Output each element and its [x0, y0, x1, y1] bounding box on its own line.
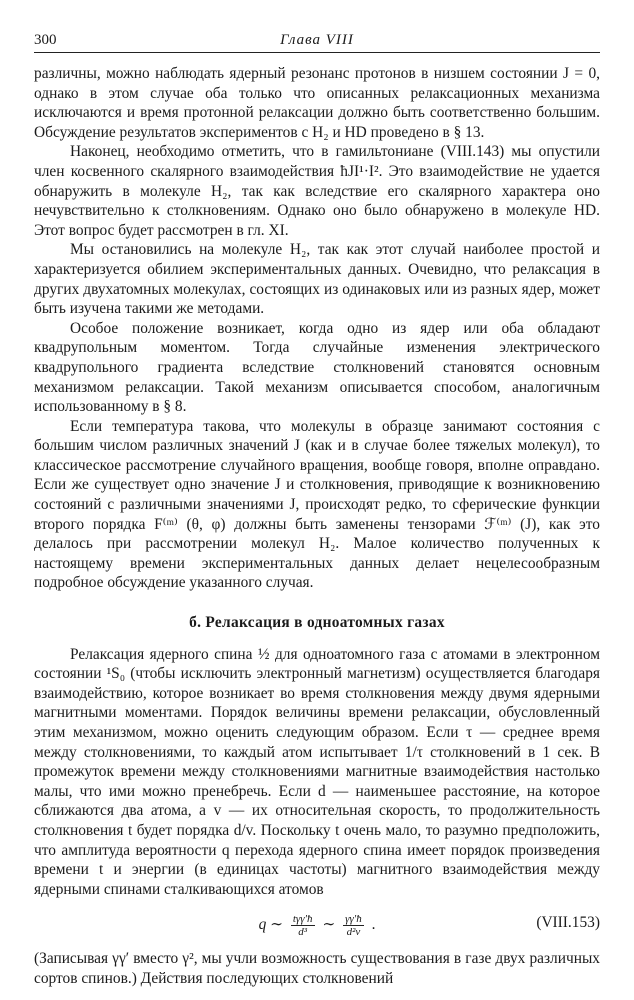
equation-lhs: q ∼ — [258, 916, 284, 934]
fraction-2-denominator: d²v — [346, 926, 361, 939]
equation-fraction-1 — [291, 913, 315, 938]
equation-sim: ∼ — [322, 916, 336, 934]
page-header — [34, 30, 600, 54]
equation-formula — [34, 913, 600, 938]
section-paragraph: Релаксация ядерного спина ½ для одноатомного газа с атомами в электронном состоянии ¹S₀ (чтобы исключить электронный магнетизм) осуществляется благодаря взаимодействию, которое возникает во время столкновения между двумя ядерными магнитными моментами. Порядок величины времени релаксации, обусловленный этим механизмом, можно оценить следующим образом. Если τ — среднее время между столкновениями, то каждый атом испытывает 1/τ столкновений в 1 сек. В промежуток времени между столкновениями магнитные взаимодействия настолько малы, что ими можно пренебречь. Если d — наименьшее расстояние, на которое сближаются два атома, а v — их относительная скорость, то продолжительность столкновения t будет порядка d/v. Поскольку t очень мало, то разумно предположить, что амплитуда вероятности q перехода ядерного спина имеет порядок произведения времени t и энергии (в единицах частоты) магнитного взаимодействия между ядерными спинами сталкивающихся атомов — [34, 645, 600, 898]
paragraph-3: Мы остановились на молекуле H₂, так как этот случай наиболее простой и характеризуется обилием экспериментальных данных. Очевидно, что релаксация в других двухатомных молекулах, состоящих из одинаковых или из разных ядер, может быть изучена такими же методами. — [34, 241, 600, 318]
page-number: 300 — [34, 32, 57, 48]
equation-number: (VIII.153) — [536, 914, 600, 932]
equation-viii-153 — [34, 903, 600, 943]
header-rule — [34, 52, 600, 53]
paragraph-4: Особое положение возникает, когда одно из ядер или оба обладают квадрупольным моментом. Тогда случайные изменения электрического квадрупольного градиента вследствие столкновений становятся основным механизмом релаксации. Такой механизм описывается способом, аналогичным использованному в § 8. — [34, 319, 600, 416]
section-heading: б. Релаксация в одноатомных газах — [189, 614, 445, 632]
paragraph-1: различны, можно наблюдать ядерный резонанс протонов в низшем состоянии J = 0, однако в этом случае оба только что описанных релаксационных механизма исключаются и время протонной релаксации должно быть соответственно большим. Обсуждение результатов экспериментов с H₂ и HD проведено в § 13. — [34, 65, 600, 141]
running-title: Глава VIII — [280, 32, 354, 48]
fraction-2-numerator: γγ′ħ — [345, 913, 362, 926]
equation-tail: . — [371, 916, 376, 934]
paragraph-2: Наконец, необходимо отметить, что в гамильтониане (VIII.143) мы опустили член косвенного скалярного взаимодействия ħJI¹·I². Это взаимодействие не удается обнаружить в молекуле H₂, так как вследствие его скалярного характера оно нечувствительно к столкновениям. Однако оно было обнаружено в молекуле HD. Этот вопрос будет рассмотрен в гл. XI. — [34, 143, 600, 239]
final-paragraph: (Записывая γγ′ вместо γ², мы учли возможность существования в газе двух различных сортов спинов.) Действия последующих столкновений — [34, 950, 600, 987]
equation-fraction-2 — [343, 913, 364, 938]
fraction-1-numerator: tγγ′ħ — [292, 913, 313, 926]
fraction-1-denominator: d³ — [298, 926, 308, 939]
paragraph-5: Если температура такова, что молекулы в образце занимают состояния с большим числом различных значений J (как и в случае более тяжелых молекул), то классическое рассмотрение случайного вращения, вообще говоря, вполне оправдано. Если же существует одно значение J и столкновения, приводящие к возникновению состояний с различными значениями J, происходят редко, то сферические функции второго порядка F⁽ᵐ⁾ (θ, φ) должны быть заменены тензорами ℱ⁽ᵐ⁾ (J), как это делалось при рассмотрении молекул H₂. Малое количество полученных к настоящему времени экспериментальных данных делает нецелесообразным подробное обсуждение указанного случая. — [34, 417, 600, 592]
page-body — [34, 64, 600, 989]
